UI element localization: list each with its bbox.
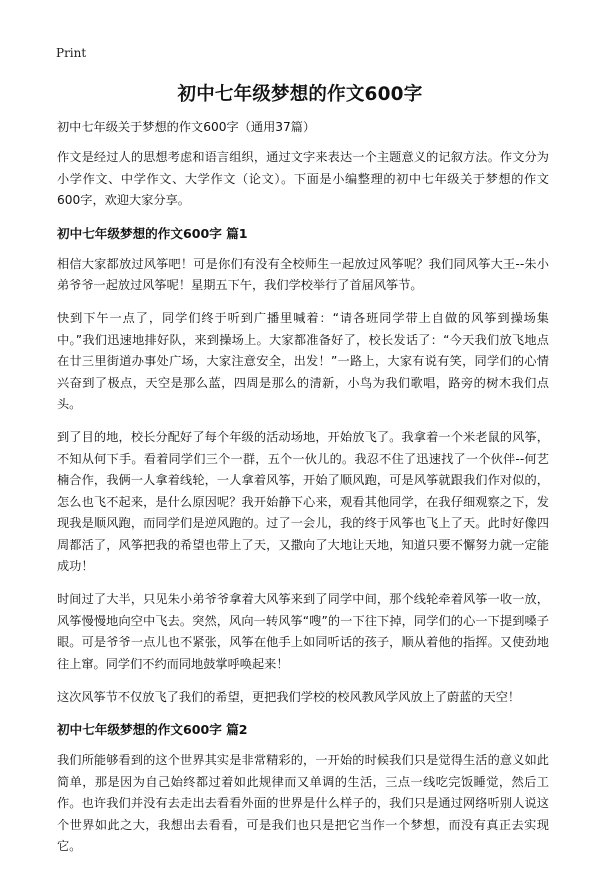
section-heading: 初中七年级梦想的作文600字 篇2 [57,722,248,738]
document-title: 初中七年级梦想的作文600字 [177,84,423,105]
section-paragraph: 到了目的地，校长分配好了每个年级的活动场地，开始放飞了。我拿着一个米老鼠的风筝，不知从何下手。看着同学们三个一群，五个一伙儿的。我忍不住了迅速找了一个伙伴--何艺楠合作，我俩一人拿着线轮，一人拿着风筝，开始了顺风跑，可是风筝就跟我们作对似的，怎么也飞不起来，是什么原因呢？我开始静下心来，观看其他同学，在我仔细观察之下，发现我是顺风跑，而同学们是逆风跑的。过了一会儿，我的终于风筝也飞上了天。此时好像四周都活了，风筝把我的希望也带上了天，又撒向了大地让天地，知道只要不懈努力就一定能成功！ [57,430,549,573]
section-paragraph: 我们所能够看到的这个世界其实是非常精彩的，一开始的时候我们只是觉得生活的意义如此简单，那是因为自己始终都过着如此规律而又单调的生活，三点一线吃完饭睡觉，然后工作。也许我们并没有去走出去看看外面的世界是什么样子的，我们只是通过网络听别人说这个世界如此之大，我想出去看看，可是我们也只是把它当作一个梦想，而没有真正去实现它。 [57,753,549,853]
document-body [57,117,549,869]
section-paragraph: 时间过了大半，只见朱小弟爷爷拿着大风筝来到了同学中间，那个线轮牵着风筝一收一放，风筝慢慢地向空中飞去。突然，风向一转风筝“嗖”的一下往下掉，同学们的心一下提到嗓子眼。可是爷爷一点儿也不紧张，风筝在他手上如同听话的孩子，顺从着他的指挥。又使劲地往上窜。同学们不约而同地鼓掌呼唤起来！ [57,592,549,671]
print-link[interactable]: Print [56,46,87,60]
section-heading: 初中七年级梦想的作文600字 篇1 [57,225,248,241]
intro-paragraph: 作文是经过人的思想考虑和语言组织，通过文字来表达一个主题意义的记叙方法。作文分为小学作文、中学作文、大学作文（论文）。下面是小编整理的初中七年级关于梦想的作文600字，欢迎大家分享。 [57,150,549,208]
document-subtitle: 初中七年级关于梦想的作文600字（通用37篇） [57,120,316,134]
section-paragraph: 快到下午一点了，同学们终于听到广播里喊着：“请各班同学带上自做的风筝到操场集中。”我们迅速地排好队，来到操场上。大家都准备好了，校长发话了：“今天我们放飞地点在廿三里街道办事处广场，大家注意安全，出发！”一路上，大家有说有笑，同学们的心情兴奋到了极点，天空是那么蓝，四周是那么的清新，小鸟为我们歌唱，路旁的树木我们点头。 [57,311,549,412]
section-paragraph: 这次风筝节不仅放飞了我们的希望，更把我们学校的校风教风学风放上了蔚蓝的天空！ [57,689,521,704]
section-paragraph: 相信大家都放过风筝吧！可是你们有没有全校师生一起放过风筝呢？我们同风筝大王--朱小弟爷爷一起放过风筝呢！星期五下午，我们学校举行了首届风筝节。 [57,256,549,293]
